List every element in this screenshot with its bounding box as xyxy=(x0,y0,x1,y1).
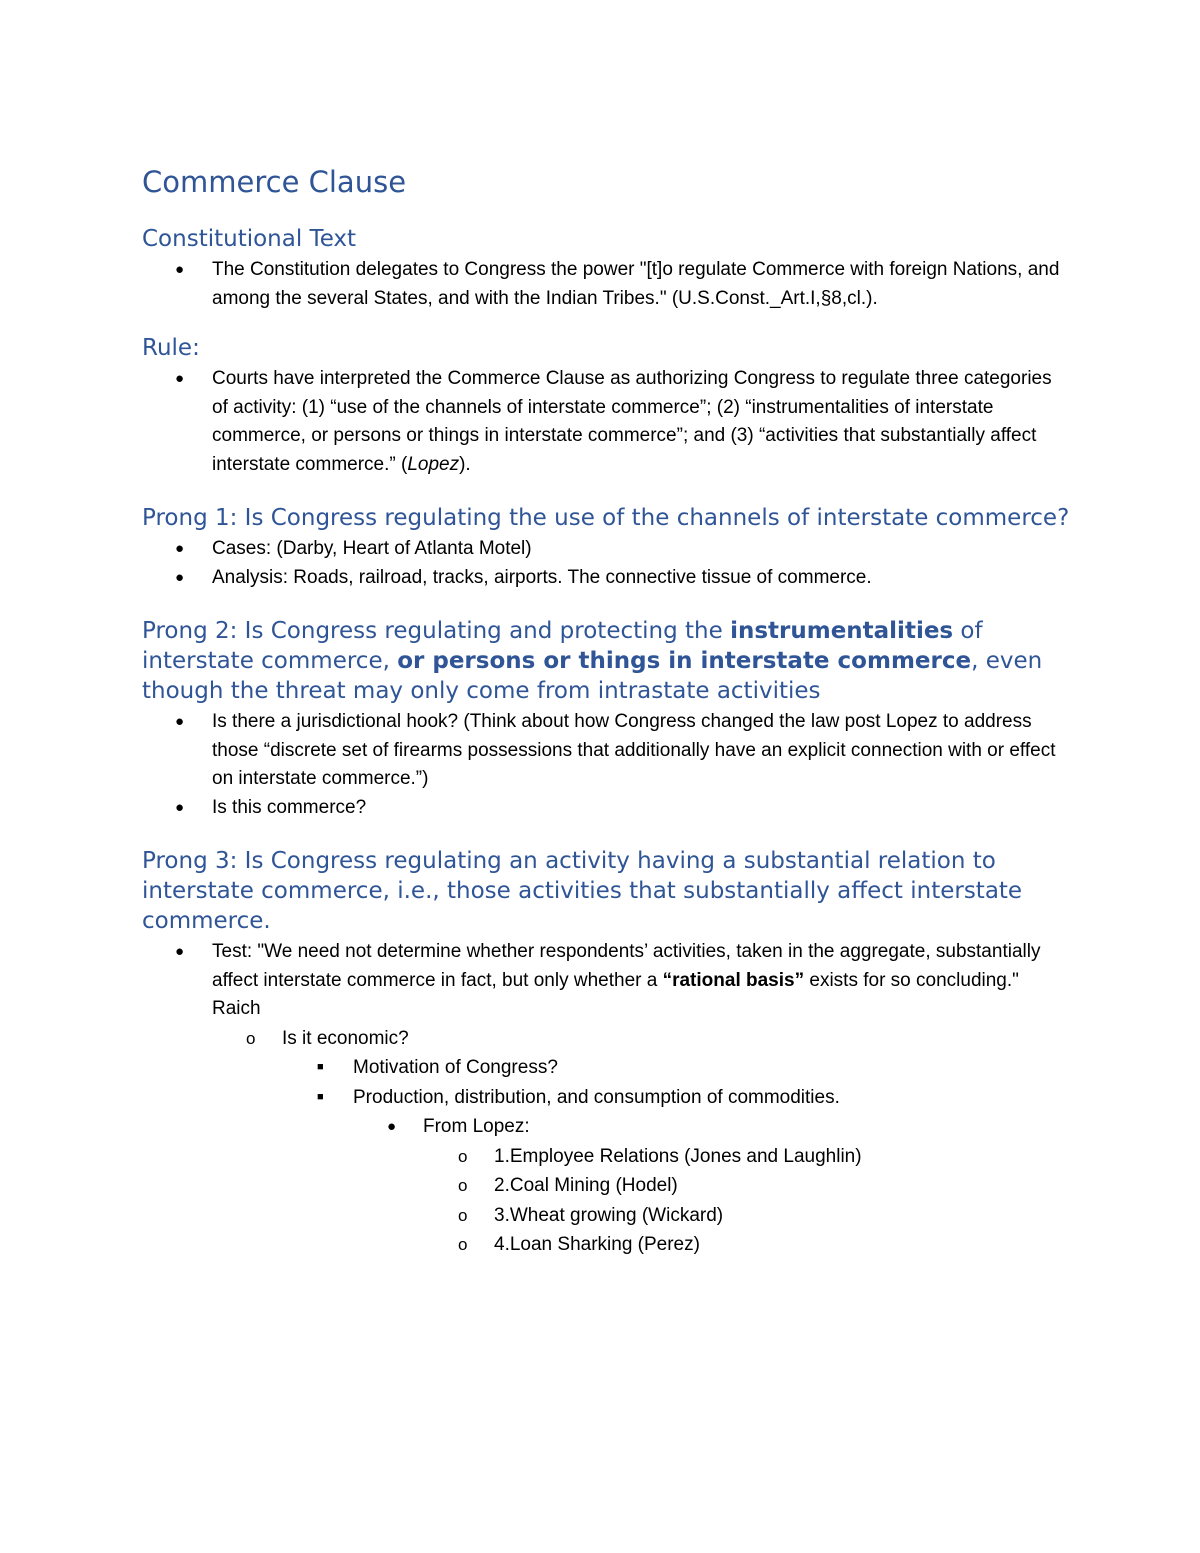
rule-list xyxy=(142,365,1072,479)
section-rule xyxy=(142,333,1072,479)
list-item xyxy=(142,564,1072,593)
bullet-icon: ● xyxy=(387,1118,397,1135)
bullet-icon: ● xyxy=(175,540,185,557)
constitutional-text-bullet: The Constitution delegates to Congress the power "[t]o regulate Commerce with foreign Nations, and among the several States, and with the Indian Tribes." (U.S.Const._Art.I,§8,cl.). xyxy=(212,259,1060,309)
list-item xyxy=(142,1171,1072,1201)
document-content xyxy=(142,160,1072,1282)
section-prong-2 xyxy=(142,616,1072,822)
list-item xyxy=(142,1024,1072,1054)
circle-bullet-icon: o xyxy=(458,1235,468,1254)
heading-rule: Rule: xyxy=(142,335,200,361)
heading-prong-2-bold: instrumentalities xyxy=(730,618,954,644)
rule-case-name: Lopez xyxy=(407,453,460,475)
prong-2-commerce: Is this commerce? xyxy=(212,796,367,818)
circle-bullet-icon: o xyxy=(458,1176,468,1195)
section-constitutional-text xyxy=(142,224,1072,313)
list-item xyxy=(142,708,1072,794)
page-title: Commerce Clause xyxy=(142,165,407,199)
heading-prong-3: Prong 3: Is Congress regulating an activity having a substantial relation to interstate commerce, i.e., those activities that substantially affect interstate commerce. xyxy=(142,848,1023,934)
heading-prong-1: Prong 1: Is Congress regulating the use of the channels of interstate commerce? xyxy=(142,505,1070,531)
prong-1-list xyxy=(142,535,1072,592)
section-prong-3 xyxy=(142,846,1072,1260)
example-item: 1.Employee Relations (Jones and Laughlin) xyxy=(494,1145,862,1167)
list-item xyxy=(142,794,1072,823)
list-item xyxy=(142,1053,1072,1083)
bullet-icon: ● xyxy=(175,713,185,730)
heading-prong-2-bold: or persons or things in interstate commerce xyxy=(397,648,972,674)
example-item: 3.Wheat growing (Wickard) xyxy=(494,1204,724,1226)
example-item: 4.Loan Sharking (Perez) xyxy=(494,1234,700,1255)
heading-prong-2 xyxy=(142,616,1072,706)
square-bullet-icon: ■ xyxy=(317,1090,324,1103)
list-item xyxy=(142,1201,1072,1231)
constitutional-text-list xyxy=(142,256,1072,313)
prong-3-test: Test: "We need not determine whether respondents’ activities, taken in the aggregate, substantially affect interstate commerce in fact, but only whether a xyxy=(212,941,1041,991)
list-item xyxy=(142,535,1072,564)
prong-3-test-bold: “rational basis” xyxy=(662,969,805,991)
bullet-icon: ● xyxy=(175,943,185,960)
circle-bullet-icon: o xyxy=(458,1146,468,1166)
prong-3-list xyxy=(142,938,1072,1024)
list-item xyxy=(142,1083,1072,1113)
heading-constitutional-text: Constitutional Text xyxy=(142,226,357,252)
heading-prong-2-part: , even though the threat may only come from intrastate activities xyxy=(142,648,1043,704)
bullet-icon: ● xyxy=(175,568,185,586)
list-item xyxy=(142,365,1072,479)
prong-3-test-end: exists for so concluding." Raich xyxy=(212,969,1019,1019)
prong-1-cases: Cases: (Darby, Heart of Atlanta Motel) xyxy=(212,538,532,559)
square-bullet-icon: ■ xyxy=(317,1061,324,1073)
circle-bullet-icon: o xyxy=(458,1205,468,1225)
bullet-icon: ● xyxy=(175,798,185,816)
example-item: 2.Coal Mining (Hodel) xyxy=(494,1175,678,1196)
section-prong-1 xyxy=(142,503,1072,592)
prong-1-analysis: Analysis: Roads, railroad, tracks, airports. The connective tissue of commerce. xyxy=(212,566,872,588)
list-item xyxy=(142,1142,1072,1172)
list-item xyxy=(142,1230,1072,1260)
sub-question: Is it economic? xyxy=(282,1027,409,1049)
sub-sub-item: Production, distribution, and consumption of commodities. xyxy=(353,1086,840,1108)
prong-2-list xyxy=(142,708,1072,822)
bullet-icon: ● xyxy=(175,261,185,278)
list-item xyxy=(142,938,1072,1024)
sub-sub-item: Motivation of Congress? xyxy=(353,1057,558,1078)
circle-bullet-icon: o xyxy=(246,1028,256,1048)
bullet-icon: ● xyxy=(175,370,185,387)
rule-text-end: ). xyxy=(459,453,471,475)
list-item xyxy=(142,256,1072,313)
prong-2-hook: Is there a jurisdictional hook? (Think about how Congress changed the law post Lopez to address those “discrete set of firearms possessions that additionally have an explicit connection with or effect on interstate commerce.”) xyxy=(212,711,1056,789)
heading-prong-2-part: Prong 2: Is Congress regulating and protecting the xyxy=(142,618,731,644)
rule-text: Courts have interpreted the Commerce Clause as authorizing Congress to regulate three categories of activity: (1) “use of the channels of interstate commerce”; (2) “instrumentalities of interstate commerce, or persons or things in interstate commerce”; and (3) “activities that substantially affect interstate commerce.” ( xyxy=(212,368,1052,475)
heading-prong-2-part: of interstate commerce, xyxy=(142,618,983,674)
list-item xyxy=(142,1112,1072,1142)
from-lopez-label: From Lopez: xyxy=(423,1116,530,1137)
